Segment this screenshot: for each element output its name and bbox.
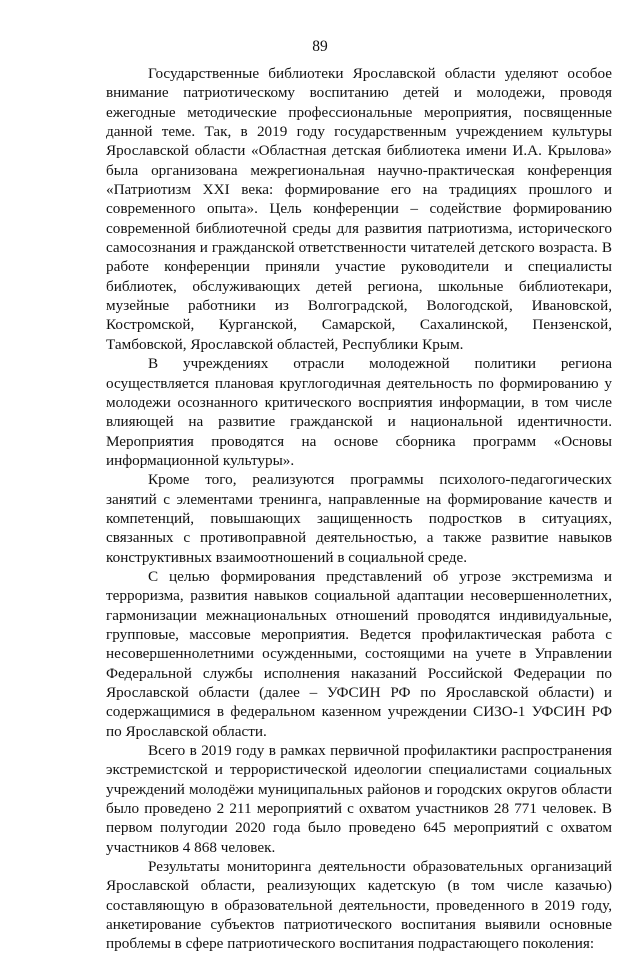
paragraph: В учреждениях отрасли молодежной политики региона осуществляется плановая круглогодичная деятельность по формированию у молодежи осознанного критического восприятия информации, в том числе влияющей на развитие гражданской и национальной идентичности. Мероприятия проводятся на основе сборника программ «Основы информационной культуры». xyxy=(106,355,612,469)
paragraph: Кроме того, реализуются программы психолого-педагогических занятий с элементами тренинга, направленные на формирование качеств и компетенций, повышающих защищенность подростков в ситуациях, связанных с противоправной деятельностью, а также развитие навыков конструктивных взаимоотношений в социальной среде. xyxy=(106,471,612,566)
document-body xyxy=(106,64,612,954)
paragraph: Государственные библиотеки Ярославской области уделяют особое внимание патриотическому воспитанию детей и молодежи, проводя ежегодные методические профессиональные мероприятия, посвященные данной теме. Так, в 2019 году государственным учреждением культуры Ярославской области «Областная детская библиотека имени И.А. Крылова» была организована межрегиональная научно-практическая конференция «Патриотизм XXI века: формирование его на традициях прошлого и современного опыта». Цель конференции – содействие формированию современной библиотечной среды для развития патриотизма, исторического самосознания и гражданской ответственности читателей детского возраста. В работе конференции приняли участие руководители и специалисты библиотек, обслуживающих детей региона, школьные библиотекари, музейные работники из Волгоградской, Вологодской, Ивановской, Костромской, Курганской, Самарской, Сахалинской, Пензенской, Тамбовской, Ярославской областей, Республики Крым. xyxy=(106,65,612,353)
page-number: 89 xyxy=(312,38,328,55)
paragraph: Всего в 2019 году в рамках первичной профилактики распространения экстремистской и террористической идеологии специалистами социальных учреждений молодёжи муниципальных районов и городских округов области было проведено 2 211 мероприятий с охватом участников 28 771 человек. В первом полугодии 2020 года было проведено 645 мероприятий с охватом участников 4 868 человек. xyxy=(106,742,612,856)
paragraph: Результаты мониторинга деятельности образовательных организаций Ярославской области, реализующих кадетскую (в том числе казачью) составляющую в образовательной деятельности, проведенного в 2019 году, анкетирование субъектов патриотического воспитания выявили основные проблемы в сфере патриотического воспитания подрастающего поколения: xyxy=(106,858,612,953)
paragraph: С целью формирования представлений об угрозе экстремизма и терроризма, развития навыков социальной адаптации несовершеннолетних, гармонизации межнациональных отношений проводятся индивидуальные, групповые, массовые мероприятия. Ведется профилактическая работа с несовершеннолетними осужденными, состоящими на учете в Управлении Федеральной службы исполнения наказаний Российской Федерации по Ярославской области (далее – УФСИН РФ по Ярославской области) и содержащимися в федеральном казенном учреждении СИЗО-1 УФСИН РФ по Ярославской области. xyxy=(106,567,612,740)
